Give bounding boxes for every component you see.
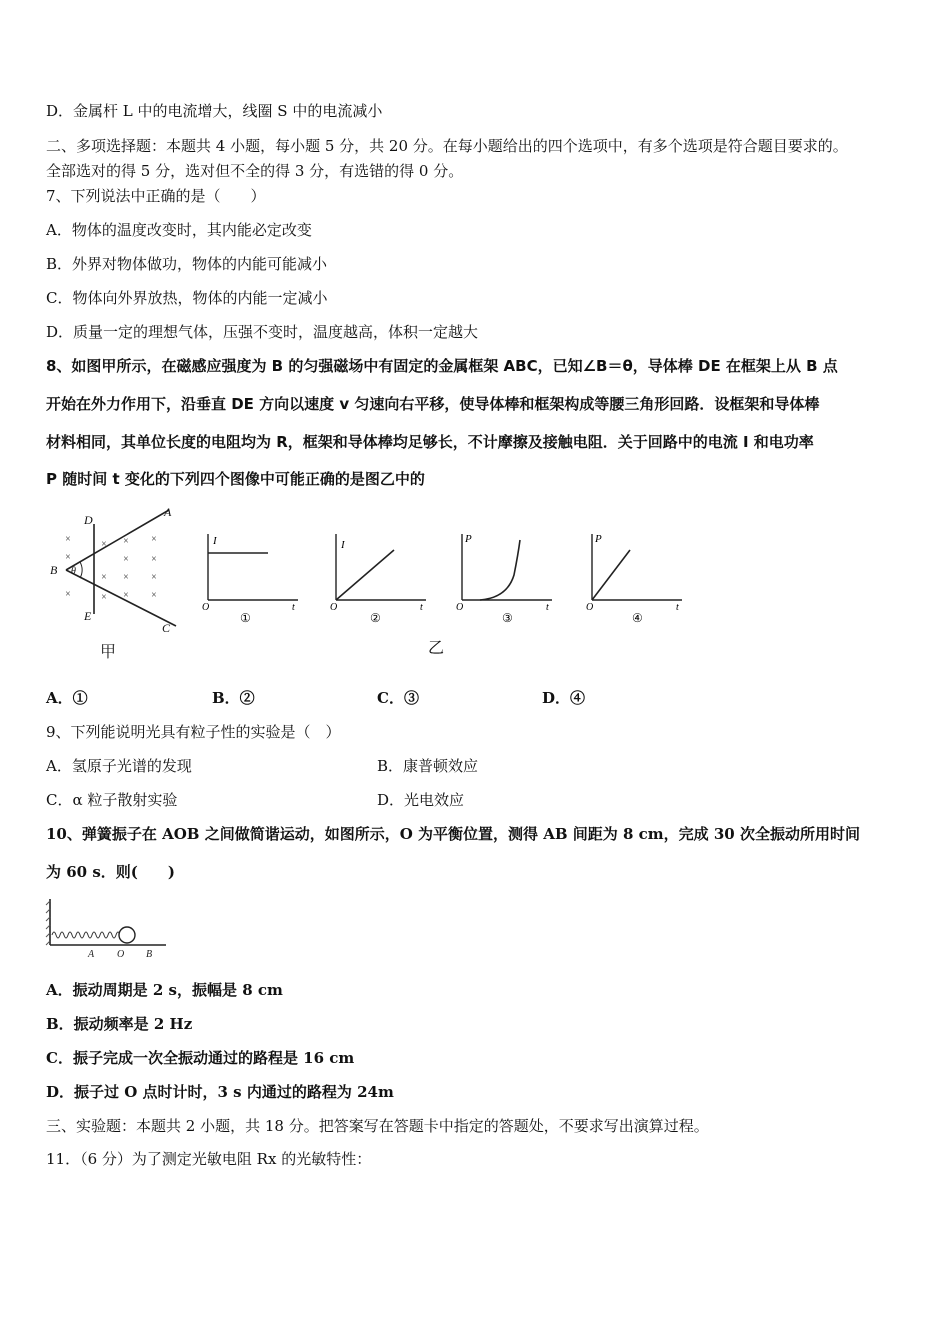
label-theta: θ: [71, 566, 76, 577]
field-cross: ×: [65, 552, 71, 563]
graph-4-origin: O: [586, 602, 594, 613]
q8-option-b: B．②: [212, 689, 255, 707]
field-cross: ×: [123, 590, 129, 601]
label-c: C: [162, 621, 171, 635]
graph-2: [326, 530, 434, 630]
q8-option-c: C．③: [377, 689, 419, 707]
spring-label-o: O: [117, 949, 125, 960]
field-cross: ×: [151, 554, 157, 565]
q9-option-b: B．康普顿效应: [377, 757, 479, 775]
graph-1-x-label: t: [292, 602, 295, 613]
label-b: B: [50, 563, 58, 577]
q9-option-a: A．氢原子光谱的发现: [46, 757, 192, 775]
caption-jia: 甲: [100, 644, 117, 661]
field-cross: ×: [123, 536, 129, 547]
graph-3: [452, 530, 560, 630]
q10-stem-line1: 10、弹簧振子在 AOB 之间做简谐运动，如图所示，O 为平衡位置，测得 AB 间距为 8 cm，完成 30 次全振动所用时间: [46, 825, 860, 843]
q7-option-a: A．物体的温度改变时，其内能必定改变: [46, 221, 312, 239]
q10-option-a: A．振动周期是 2 s，振幅是 8 cm: [46, 981, 283, 999]
q10-option-b: B．振动频率是 2 Hz: [46, 1015, 193, 1033]
graph-1-origin: O: [202, 602, 210, 613]
graph-4: [582, 530, 690, 630]
q7-option-b: B．外界对物体做功，物体的内能可能减小: [46, 255, 328, 273]
q6-option-d: D．金属杆 L 中的电流增大，线圈 S 中的电流减小: [46, 102, 383, 120]
field-cross: ×: [101, 592, 107, 603]
section3-instructions: 三、实验题：本题共 2 小题，共 18 分。把答案写在答题卡中指定的答题处，不要求写出演算过程。: [46, 1117, 709, 1135]
q8-stem-line3: 材料相同，其单位长度的电阻均为 R，框架和导体棒均足够长，不计摩擦及接触电阻．关于回路中的电流 I 和电功率: [46, 433, 814, 451]
field-cross: ×: [123, 572, 129, 583]
caption-yi: 乙: [428, 638, 445, 657]
q8-stem-line2: 开始在外力作用下，沿垂直 DE 方向以速度 v 匀速向右平移，使导体棒和框架构成等腰三角形回路．设框架和导体棒: [46, 395, 820, 413]
field-cross: ×: [101, 572, 107, 583]
section2-instructions-line1: 二、多项选择题：本题共 4 小题，每小题 5 分，共 20 分。在每小题给出的四个选项中，有多个选项是符合题目要求的。: [46, 137, 848, 155]
figure-spring-oscillator: [44, 893, 174, 963]
field-cross: ×: [65, 589, 71, 600]
q8-option-d: D．④: [542, 689, 586, 707]
q8-stem-line4: P 随时间 t 变化的下列四个图像中可能正确的是图乙中的: [46, 470, 425, 488]
q8-option-a: A．①: [46, 689, 88, 707]
field-cross: ×: [65, 534, 71, 545]
q11-stem: 11．（6 分）为了测定光敏电阻 Rx 的光敏特性：: [46, 1150, 372, 1168]
field-cross: ×: [151, 590, 157, 601]
graph-3-x-label: t: [546, 602, 549, 613]
spring-label-b: B: [146, 949, 153, 960]
graph-2-number: ②: [370, 611, 381, 625]
spring-label-a: A: [88, 949, 95, 960]
q7-stem: 7、下列说法中正确的是（ ）: [46, 187, 266, 205]
graph-2-y-label: I: [341, 539, 345, 551]
q7-option-d: D．质量一定的理想气体，压强不变时，温度越高，体积一定越大: [46, 323, 479, 341]
graph-1: [198, 530, 306, 630]
field-cross: ×: [151, 572, 157, 583]
figure-jia-frame: [44, 502, 194, 667]
q9-stem: 9、下列能说明光具有粒子性的实验是（ ）: [46, 723, 341, 741]
section2-instructions-line2: 全部选对的得 5 分，选对但不全的得 3 分，有选错的得 0 分。: [46, 162, 464, 180]
q10-stem-line2: 为 60 s．则( ): [46, 863, 175, 881]
graph-4-number: ④: [632, 611, 643, 625]
graph-1-y-label: I: [213, 535, 217, 547]
graph-1-number: ①: [240, 611, 251, 625]
field-cross: ×: [101, 539, 107, 550]
graph-3-origin: O: [456, 602, 464, 613]
q9-option-c: C．α 粒子散射实验: [46, 791, 178, 809]
graph-3-number: ③: [502, 611, 513, 625]
q10-option-d: D．振子过 O 点时计时，3 s 内通过的路程为 24m: [46, 1083, 394, 1101]
label-d: D: [84, 513, 93, 527]
field-cross: ×: [123, 554, 129, 565]
q7-option-c: C．物体向外界放热，物体的内能一定减小: [46, 289, 328, 307]
q8-stem-line1: 8、如图甲所示，在磁感应强度为 B 的匀强磁场中有固定的金属框架 ABC，已知∠B＝θ，导体棒 DE 在框架上从 B 点: [46, 357, 838, 375]
q10-option-c: C．振子完成一次全振动通过的路程是 16 cm: [46, 1049, 355, 1067]
graph-4-y-label: P: [595, 533, 602, 545]
graph-4-x-label: t: [676, 602, 679, 613]
graph-2-origin: O: [330, 602, 338, 613]
graph-3-y-label: P: [465, 533, 472, 545]
graph-2-x-label: t: [420, 602, 423, 613]
field-cross: ×: [151, 534, 157, 545]
label-e: E: [84, 609, 92, 623]
label-a: A: [164, 505, 172, 519]
q9-option-d: D．光电效应: [377, 791, 465, 809]
